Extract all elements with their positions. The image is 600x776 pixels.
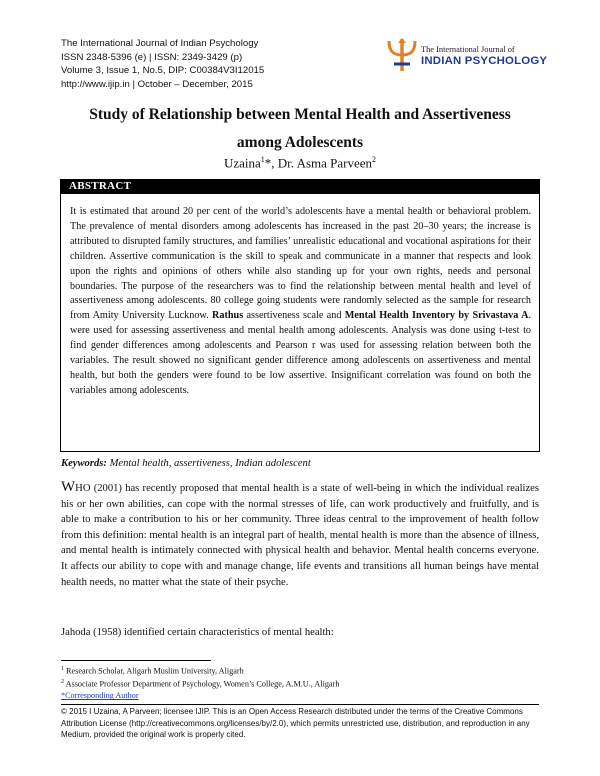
footnote-2-text: Associate Professor Department of Psychology, Women’s College, A.M.U., Aligarh: [65, 679, 340, 689]
author-line: [60, 155, 540, 171]
small-caps-word: HO: [75, 483, 91, 494]
abstract-part-1: It is estimated that around 20 per cent of the world’s adolescents have a mental health or behavioral problem. The prevalence of mental disorders among adolescents has increased in the past 20–30 years; the increase is attributed to disrupted family structures, and families’ unrealistic educational and vocational aspirations for their children. Assertive communication is the skill to speak and communicate in a manner that respects and look upon the rights and opinions of others while also standing up for your own rights, needs and personal boundaries. The purpose of the researchers was to find the relationship between mental health and level of assertiveness among adolescents. 80 college going students were randomly selected as the sample for research from Amity University Lucknow.: [70, 206, 531, 322]
abstract-bold-inventory: Mental Health Inventory by Srivastava A: [344, 310, 529, 322]
keywords-label: Keywords:: [61, 458, 107, 469]
logo-wordmark: INDIAN PSYCHOLOGY: [421, 55, 548, 67]
jahoda-paragraph: Jahoda (1958) identified certain characteristics of mental health:: [61, 627, 334, 638]
footnote-2: [61, 677, 541, 690]
trident-logo-icon: [383, 37, 421, 75]
intro-paragraph: [61, 480, 539, 590]
volume-line: Volume 3, Issue 1, No.5, DIP: C00384V3I12015: [61, 65, 265, 77]
keywords-line: [61, 458, 541, 469]
abstract-box: [60, 193, 540, 452]
abstract-bold-rathus: Rathus: [212, 310, 244, 322]
drop-cap: W: [61, 479, 76, 495]
abstract-part-2: assertiveness scale and: [243, 310, 345, 322]
footnote-1: [61, 664, 541, 677]
issn-line: ISSN 2348-5396 (e) | ISSN: 2349-3429 (p): [61, 51, 243, 63]
footnote-divider: [61, 660, 211, 661]
author-1-affil-mark: 1: [260, 155, 265, 164]
title-line-2: among Adolescents: [236, 134, 364, 151]
author-1: Uzaina: [223, 155, 261, 171]
journal-logo: [383, 37, 548, 77]
title-line-1: Study of Relationship between Mental Health and Assertiveness: [89, 106, 511, 123]
url-date-line[interactable]: http://www.ijip.in | October – December, 2015: [61, 78, 253, 90]
footnotes: [61, 664, 541, 702]
intro-text: (2001) has recently proposed that mental health is a state of well-being in which the individual realizes his or her own abilities, can cope with the normal stresses of life, can work productively and fruitfully, and is able to make a contribution to his or her community. Three ideas central to the improvement of health follow from this definition: mental health is an integral part of health, mental health is more than the absence of illness, and mental health is intimately connected with physical health and behavior. Mental health concerns everyone. It affects our ability to cope with and manage change, life events and transitions all human beings have mental health needs, no matter what the state of their psyche.: [61, 483, 539, 588]
footnote-1-mark: 1: [61, 666, 64, 672]
footnote-2-mark: 2: [61, 679, 64, 686]
abstract-heading: ABSTRACT: [60, 179, 540, 193]
license-text: © 2015 I Uzaina, A Parveen; licensee IJIP. This is an Open Access Research distributed under the terms of the Creative Commons Attribution License (http://creativecommons.org/licenses/by/2.0), which permits unrestricted use, distribution, and reproduction in any Medium, provided the original work is properly cited.: [61, 707, 530, 740]
journal-name: The International Journal of Indian Psychology: [61, 38, 259, 49]
keywords-text: Mental health, assertiveness, Indian adolescent: [109, 458, 311, 469]
page-header: [61, 37, 548, 93]
journal-meta: [61, 37, 264, 91]
footnote-1-text: Research Scholar, Aligarh Muslim University, Aligarh: [66, 666, 244, 676]
logo-tagline: The International Journal of: [421, 45, 515, 54]
corresponding-author-link[interactable]: *Corresponding Author: [61, 691, 139, 701]
author-2-affil-mark: 2: [372, 155, 377, 164]
abstract-text: [70, 205, 531, 399]
abstract-part-3: . were used for assessing assertiveness and mental health among adolescents. Analysis was done using t-test to find gender differences among adolescents and Pearson r was used for assessing relation between both the variables. The result showed no significant gender difference among adolescents on assertiveness and mental health, but both the genders were found to be low assertive. Insignificant correlation was found on both the variables among adolescents.: [70, 310, 531, 396]
corresponding-mark: *,: [264, 155, 278, 171]
paper-title: [60, 101, 540, 157]
license-divider: [61, 704, 539, 705]
author-2: Dr. Asma Parveen: [277, 155, 373, 171]
